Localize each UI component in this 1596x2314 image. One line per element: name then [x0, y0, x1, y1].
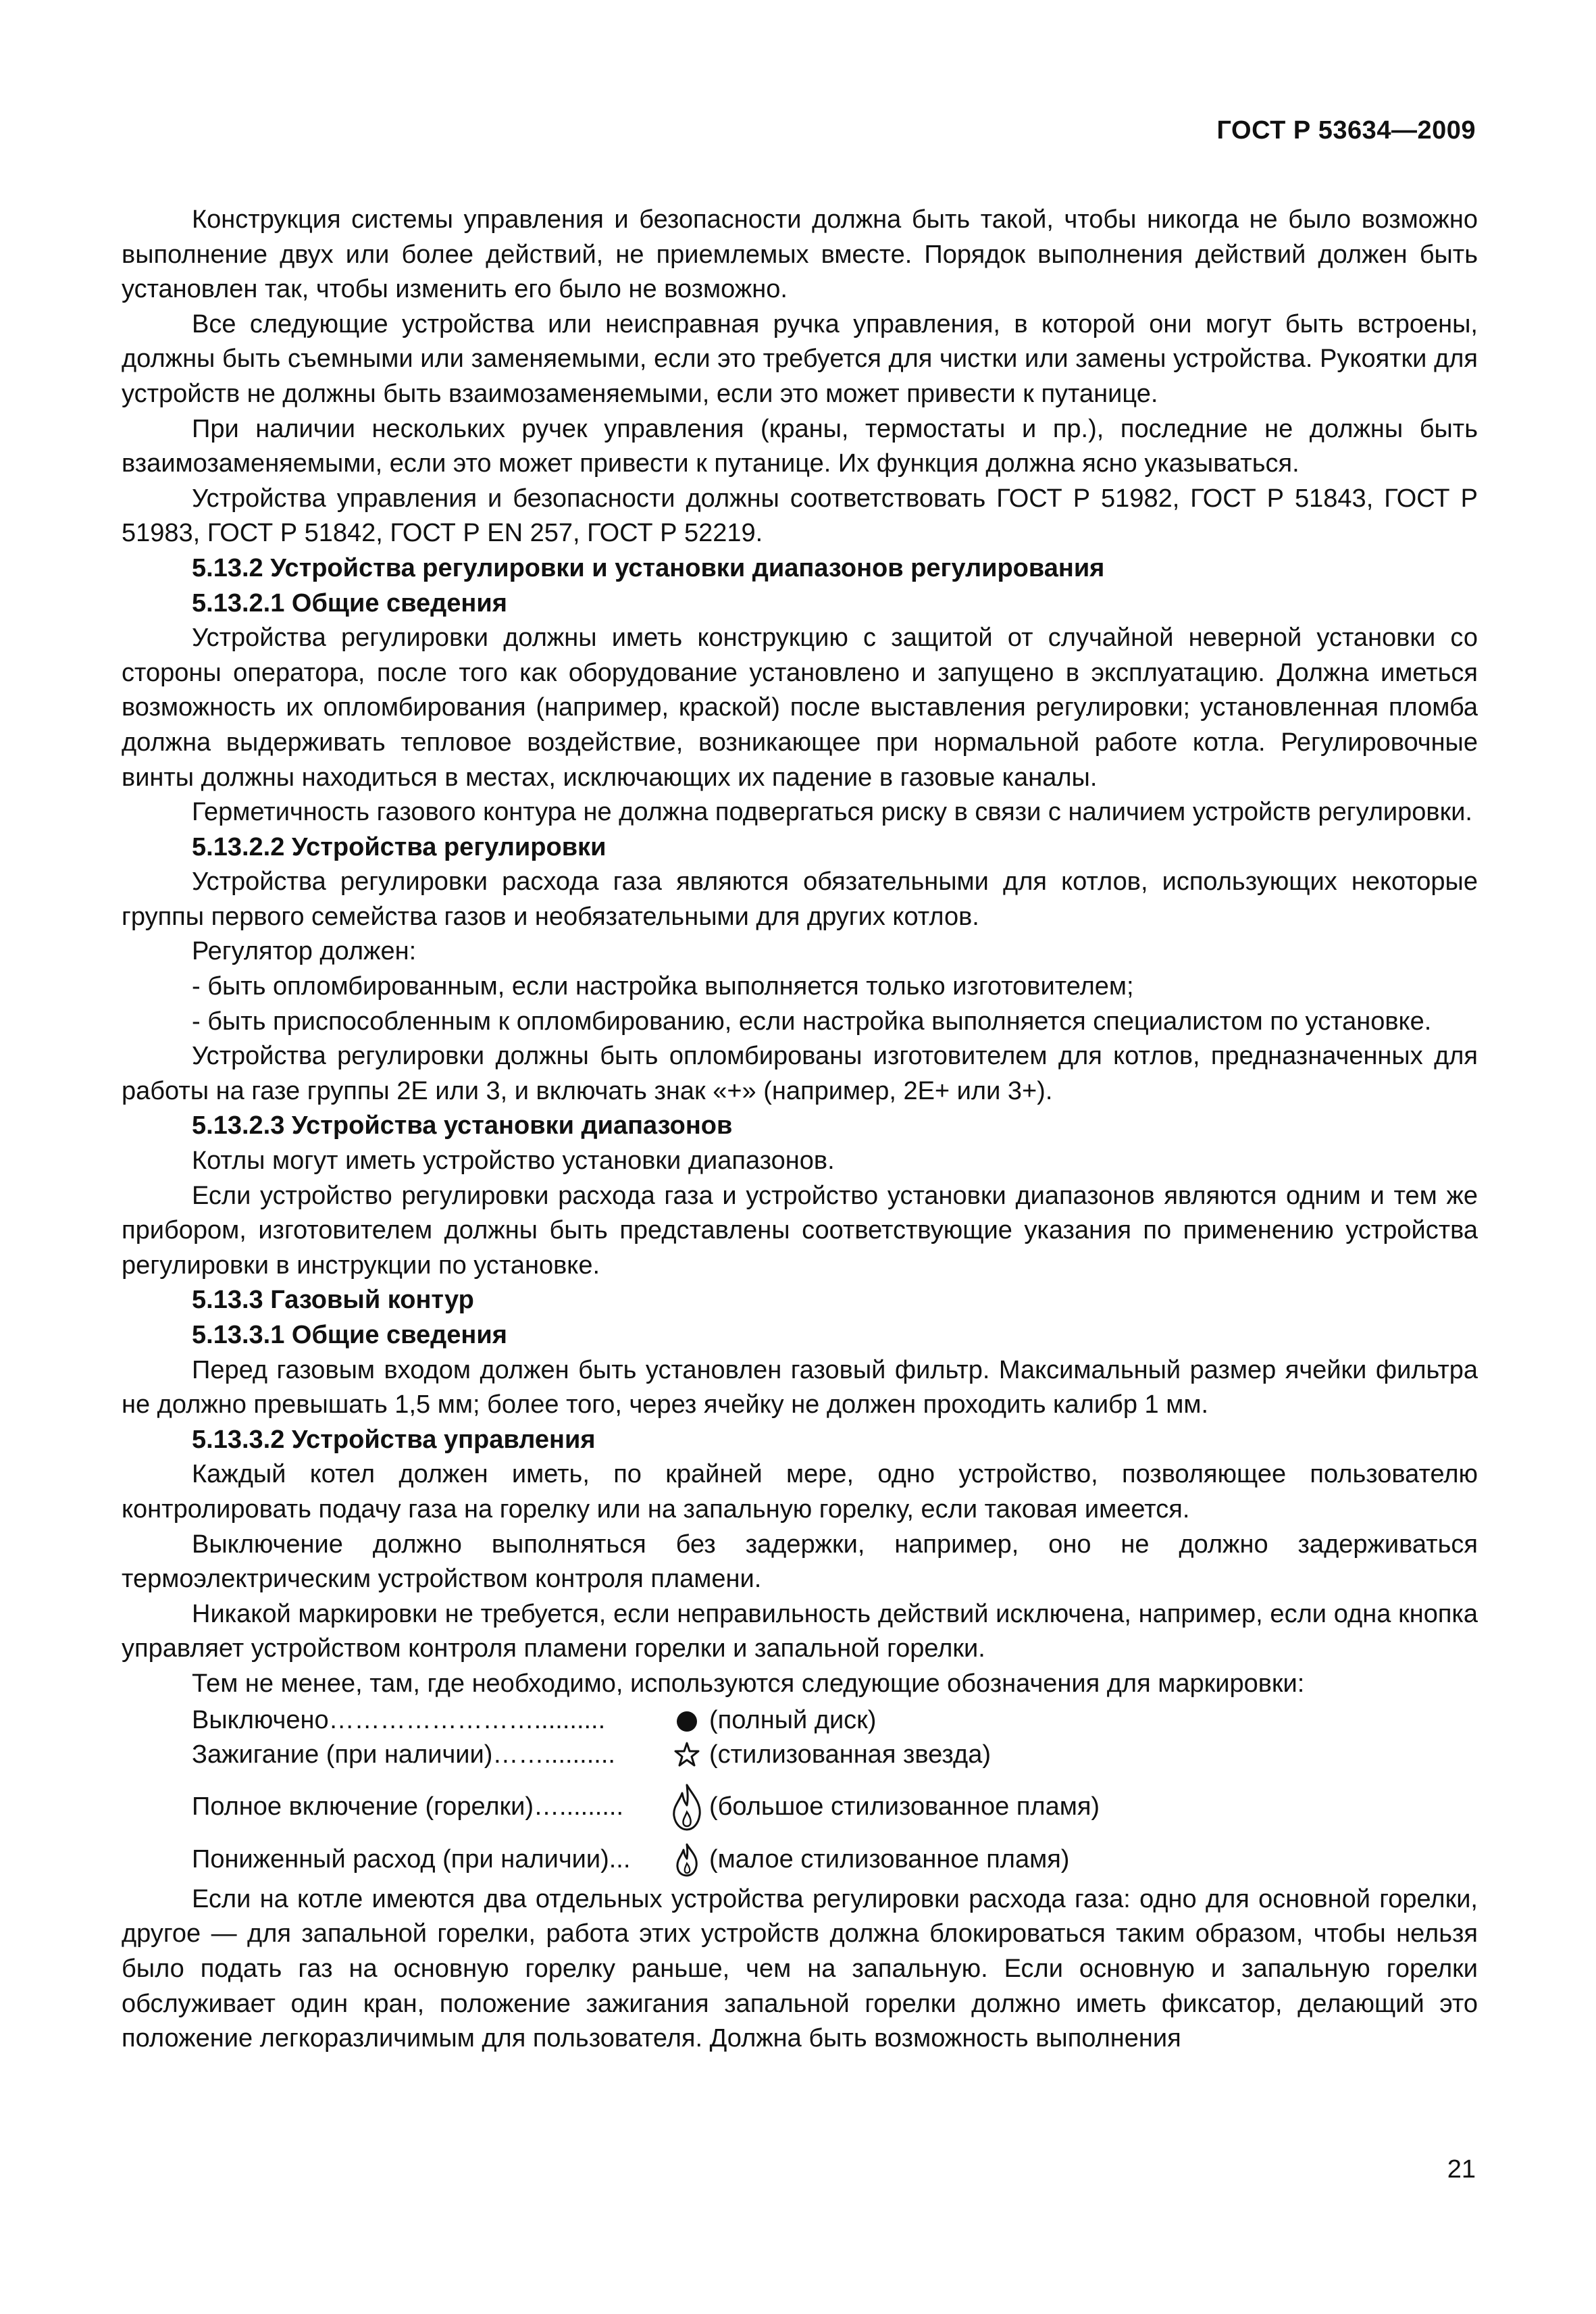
page-number: 21: [1447, 2155, 1476, 2184]
marking-list: [122, 1703, 1478, 1878]
body-paragraph: Котлы могут иметь устройство установки диапазонов.: [192, 1147, 835, 1176]
body-paragraph: Конструкция системы управления и безопасности должна быть такой, чтобы никогда не было возможно выполнение двух или более действий, не приемлемых вместе. Порядок выполнения действий должен быть установлен так, чтобы изменить его было не возможно.: [122, 205, 1478, 304]
standard-header: ГОСТ Р 53634—2009: [1216, 116, 1476, 145]
body-paragraph: Никакой маркировки не требуется, если неправильность действий исключена, например, если одна кнопка управляет устройством контроля пламени горелки и запальной горелки.: [122, 1599, 1478, 1663]
small-flame-icon: [665, 1842, 709, 1878]
section-heading: 5.13.3.2 Устройства управления: [192, 1425, 596, 1454]
paragraph-block: [122, 203, 1478, 1702]
marking-description: (стилизованная звезда): [709, 1740, 991, 1769]
marking-row-ignition: [122, 1738, 1478, 1773]
body-paragraph: Регулятор должен:: [192, 937, 417, 966]
section-heading: 5.13.2.2 Устройства регулировки: [192, 832, 607, 861]
marking-label: Выключено……………………..........: [192, 1705, 606, 1734]
marking-description: (полный диск): [709, 1705, 877, 1734]
body-paragraph: Устройства регулировки должны быть опломбированы изготовителем для котлов, предназначенных для работы на газе группы 2Е или 3, и включать знак «+» (например, 2Е+ или 3+).: [122, 1042, 1478, 1105]
body-paragraph: Устройства регулировки должны иметь конструкцию с защитой от случайной неверной установки со стороны оператора, после того как оборудование установлено и запущено в эксплуатацию. Должна иметься возможность их опломбирования (например, краской) после выставления регулировки; установленная пломба должна выдерживать тепловое воздействие, возникающее при нормальной работе котла. Регулировочные винты должны находиться в местах, исключающих их падение в газовые каналы.: [122, 624, 1478, 792]
marking-description: (большое стилизованное пламя): [709, 1792, 1100, 1821]
marking-row-full: [122, 1782, 1478, 1832]
marking-label: Пониженный расход (при наличии)...: [192, 1844, 631, 1873]
body-paragraph: Тем не менее, там, где необходимо, используются следующие обозначения для маркировки:: [192, 1669, 1305, 1698]
body-paragraph: Герметичность газового контура не должна подвергаться риску в связи с наличием устройств регулировки.: [192, 798, 1472, 827]
marking-label: Зажигание (при наличии)……..........: [192, 1740, 615, 1769]
large-flame-icon: [665, 1782, 709, 1832]
body-paragraph: Выключение должно выполняться без задержки, например, оно не должно задерживаться термоэлектрическим устройством контроля пламени.: [122, 1530, 1478, 1594]
marking-label: Полное включение (горелки)….........: [192, 1792, 624, 1821]
body-paragraph: - быть приспособленным к опломбированию, если настройка выполняется специалистом по установке.: [192, 1007, 1432, 1036]
body-paragraph: Устройства регулировки расхода газа являются обязательными для котлов, использующих некоторые группы первого семейства газов и необязательными для других котлов.: [122, 867, 1478, 931]
body-paragraph: Перед газовым входом должен быть установлен газовый фильтр. Максимальный размер ячейки фильтра не должно превышать 1,5 мм; более того, через ячейку не должен проходить калибр 1 мм.: [122, 1355, 1478, 1419]
body-paragraph: Если устройство регулировки расхода газа и устройство установки диапазонов являются одним и тем же прибором, изготовителем должны быть представлены соответствующие указания по применению устройства регулировки в инструкции по установке.: [122, 1181, 1478, 1280]
marking-row-off: [122, 1703, 1478, 1738]
section-heading: 5.13.2 Устройства регулировки и установки диапазонов регулирования: [192, 553, 1105, 582]
body-paragraph: При наличии нескольких ручек управления (краны, термостаты и пр.), последние не должны быть взаимозаменяемыми, если это может привести к путанице. Их функция должна ясно указываться.: [122, 414, 1478, 478]
marking-description: (малое стилизованное пламя): [709, 1844, 1070, 1873]
section-heading: 5.13.3.1 Общие сведения: [192, 1321, 507, 1349]
stylized-star-icon: [665, 1739, 709, 1771]
section-heading: 5.13.3 Газовый контур: [192, 1286, 474, 1315]
body-paragraph: Каждый котел должен иметь, по крайней мере, одно устройство, позволяющее пользователю контролировать подачу газа на горелку или на запальную горелку, если таковая имеется.: [122, 1460, 1478, 1524]
marking-row-reduced: [122, 1842, 1478, 1878]
section-heading: 5.13.2.1 Общие сведения: [192, 588, 507, 618]
body-paragraph: Все следующие устройства или неисправная ручка управления, в которой они могут быть встроены, должны быть съемными или заменяемыми, если это требуется для чистки или замены устройства. Рукоятки для устройств не должны быть взаимозаменяемыми, если это может привести к путанице.: [122, 309, 1478, 408]
body-paragraph: - быть опломбированным, если настройка выполняется только изготовителем;: [192, 972, 1134, 1001]
closing-paragraph: Если на котле имеются два отдельных устройства регулировки расхода газа: одно для основной горелки, другое — для запальной горелки, работа этих устройств должна блокироваться таким образом, чтобы нельзя было подать газ на основную горелку раньше, чем на запальную. Если основную и запальную горелки обслуживает один кран, положение зажигания запальной горелки должно иметь фиксатор, делающий это положение легкоразличимым для пользователя. Должна быть возможность выполнения: [122, 1884, 1478, 2053]
body-paragraph: Устройства управления и безопасности должны соответствовать ГОСТ Р 51982, ГОСТ Р 51843, ГОСТ Р 51983, ГОСТ Р 51842, ГОСТ Р EN 257, ГОСТ Р 52219.: [122, 484, 1478, 548]
full-disc-icon: [665, 1707, 709, 1734]
section-heading: 5.13.2.3 Устройства установки диапазонов: [192, 1111, 733, 1140]
body-text: [122, 203, 1478, 2057]
